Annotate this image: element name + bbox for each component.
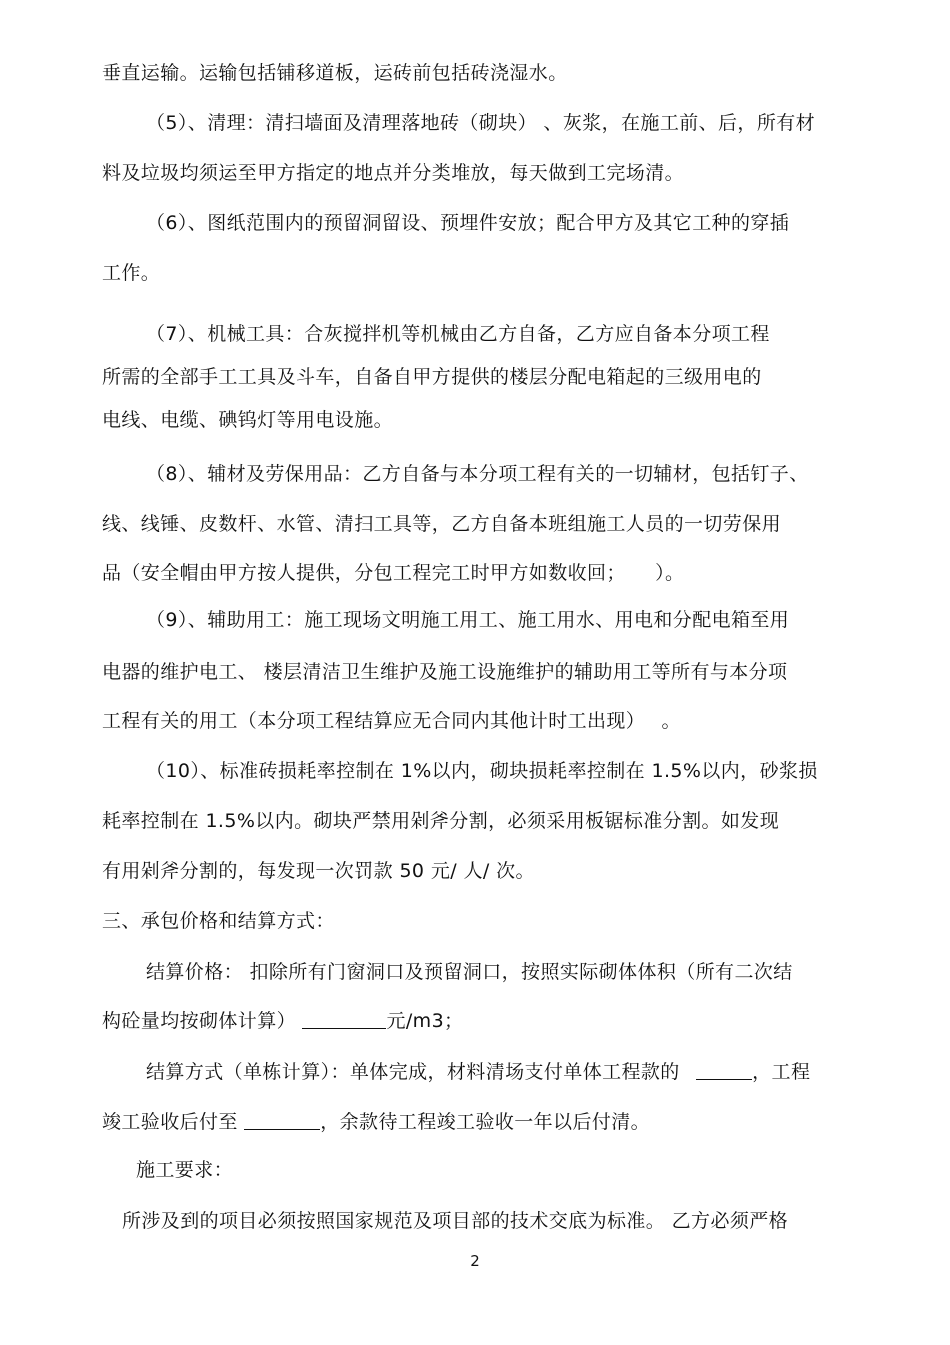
text-line: （10）、标准砖损耗率控制在 1%以内，砌块损耗率控制在 1.5%以内，砂浆损 xyxy=(146,760,818,782)
text-line: （6）、图纸范围内的预留洞留设、预埋件安放；配合甲方及其它工种的穿插 xyxy=(146,212,790,234)
text-line: 线、线锤、皮数杆、水管、清扫工具等，乙方自备本班组施工人员的一切劳保用 xyxy=(102,513,782,535)
text-line: 结算价格： 扣除所有门窗洞口及预留洞口，按照实际砌体体积（所有二次结 xyxy=(146,961,793,983)
settle-text: 结算方式（单栋计算）：单体完成，材料清场支付单体工程款的 xyxy=(146,1061,687,1083)
section-heading: 三、承包价格和结算方式： xyxy=(102,910,335,932)
text-line: 品（安全帽由甲方按人提供，分包工程完工时甲方如数收回； ）。 xyxy=(102,562,685,584)
price-line-text: 构砼量均按砌体计算） xyxy=(102,1010,303,1032)
settle-blank-2 xyxy=(244,1111,320,1130)
text-line: 电器的维护电工、 楼层清洁卫生维护及施工设施维护的辅助用工等所有与本分项 xyxy=(102,661,788,683)
settle-blank xyxy=(696,1061,752,1080)
text-line: 垂直运输。运输包括铺移道板，运砖前包括砖浇湿水。 xyxy=(102,62,568,84)
settle-line-2 xyxy=(102,1110,650,1134)
text-line: 所需的全部手工工具及斗车，自备自甲方提供的楼层分配电箱起的三级用电的 xyxy=(102,366,762,388)
text-line: 料及垃圾均须运至甲方指定的地点并分类堆放，每天做到工完场清。 xyxy=(102,162,685,184)
price-blank xyxy=(302,1010,386,1029)
price-unit: 元/m3； xyxy=(386,1010,464,1032)
text-line: 电线、电缆、碘钨灯等用电设施。 xyxy=(102,409,394,431)
page-number: 2 xyxy=(470,1252,480,1270)
text-line: 耗率控制在 1.5%以内。砌块严禁用剁斧分割，必须采用板锯标准分割。如发现 xyxy=(102,810,780,832)
settle-line xyxy=(146,1060,810,1084)
text-line: （9）、辅助用工：施工现场文明施工用工、施工用水、用电和分配电箱至用 xyxy=(146,609,790,631)
price-line xyxy=(102,1009,463,1033)
text-line: 有用剁斧分割的，每发现一次罚款 50 元/ 人/ 次。 xyxy=(102,860,535,882)
settle-text-2: 竣工验收后付至 xyxy=(102,1111,245,1133)
text-line: （5）、清理：清扫墙面及清理落地砖（砌块） 、灰浆，在施工前、后，所有材 xyxy=(146,112,816,134)
text-line: （8）、辅材及劳保用品：乙方自备与本分项工程有关的一切辅材，包括钉子、 xyxy=(146,463,809,485)
text-line: 所涉及到的项目必须按照国家规范及项目部的技术交底为标准。 乙方必须严格 xyxy=(122,1210,789,1232)
settle-text-end: ，工程 xyxy=(752,1061,811,1083)
settle-text-2-end: ，余款待工程竣工验收一年以后付清。 xyxy=(320,1111,651,1133)
text-line: （7）、机械工具：合灰搅拌机等机械由乙方自备，乙方应自备本分项工程 xyxy=(146,323,770,345)
text-line: 工程有关的用工（本分项工程结算应无合同内其他计时工出现） 。 xyxy=(102,710,681,732)
text-line: 工作。 xyxy=(102,262,161,284)
requirements-heading: 施工要求： xyxy=(136,1159,234,1181)
